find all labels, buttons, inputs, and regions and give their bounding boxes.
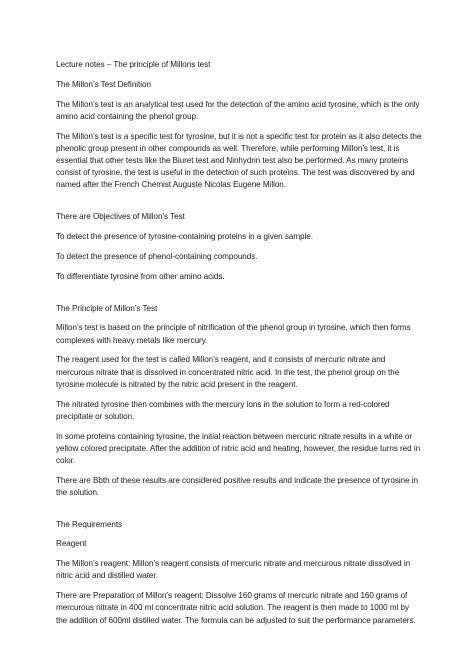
- section-heading-definition: The Millon’s Test Definition: [56, 79, 151, 89]
- paragraph: The reagent used for the test is called Millon’s reagent, and it consists of mercuric nitrate and mercurous nitrate that is dissolved in concentrated nitric acid. In the test, the phenol group on the tyrosine molecule is nitrated by the nitric acid present in the reagent.: [56, 355, 400, 389]
- document-title: Lecture notes – The principle of Millons test: [56, 60, 211, 69]
- paragraph: There are Preparation of Millon’s reagent: Dissolve 160 grams of mercuric nitrate and 160 grams of mercurous nitrate in 400 ml concentrate nitric acid solution. The reagent is then made to 1000 ml by the addition of 600ml distilled water. The formula can be adjusted to suit the performance parameters.: [56, 591, 416, 625]
- subheading-reagent: Reagent: [56, 539, 87, 549]
- objective-item: To detect the presence of phenol-containing compounds.: [56, 251, 258, 261]
- paragraph: The Millon’s test is an analytical test used for the detection of the amino acid tyrosine, which is the only amino acid containing the phenol group.: [56, 99, 420, 121]
- paragraph: There are Bbth of these results are considered positive results and indicate the presence of tyrosine in the solution.: [56, 475, 418, 497]
- document-body: [56, 59, 422, 634]
- section-spacer: [56, 507, 422, 519]
- objective-item: To differentiate tyrosine from other amino acids.: [56, 271, 225, 281]
- objective-item: To detect the presence of tyrosine-containing proteins in a given sample.: [56, 231, 313, 241]
- paragraph: The nitrated tyrosine then combines with the mercury ions in the solution to form a red-colored precipitate or solution.: [56, 399, 390, 421]
- section-spacer: [56, 199, 422, 211]
- paragraph: Millon’s test is based on the principle of nitrification of the phenol group in tyrosine, which then forms complexes with heavy metals like mercury.: [56, 323, 411, 345]
- paragraph: The Millon’s test is a specific test for tyrosine, but it is not a specific test for protein as it also detects the phenolic group present in other compounds as well. Therefore, while performing Millon’s test, it is essential that other tests like the Biuret test and Ninhydrin test also be performed. As many proteins consist of tyrosine, the test is useful in the detection of such proteins. The test was discovered by and named after the French Chemist Auguste Nicolas Eugene Millon.: [56, 131, 422, 190]
- paragraph: The Millon’s reagent: Millon’s reagent consists of mercuric nitrate and mercurous nitrate dissolved in nitric acid and distilled water.: [56, 559, 411, 581]
- paragraph: In some proteins containing tyrosine, the initial reaction between mercuric nitrate results in a white or yellow colored precipitate. After the addition of nitric acid and heating, however, the residue turns red in color.: [56, 431, 421, 465]
- section-heading-objectives: There are Objectives of Millon’s Test: [56, 212, 185, 222]
- section-heading-requirements: The Requirements: [56, 519, 123, 529]
- section-spacer: [56, 291, 422, 303]
- section-heading-principle: The Principle of Millon’s Test: [56, 303, 158, 313]
